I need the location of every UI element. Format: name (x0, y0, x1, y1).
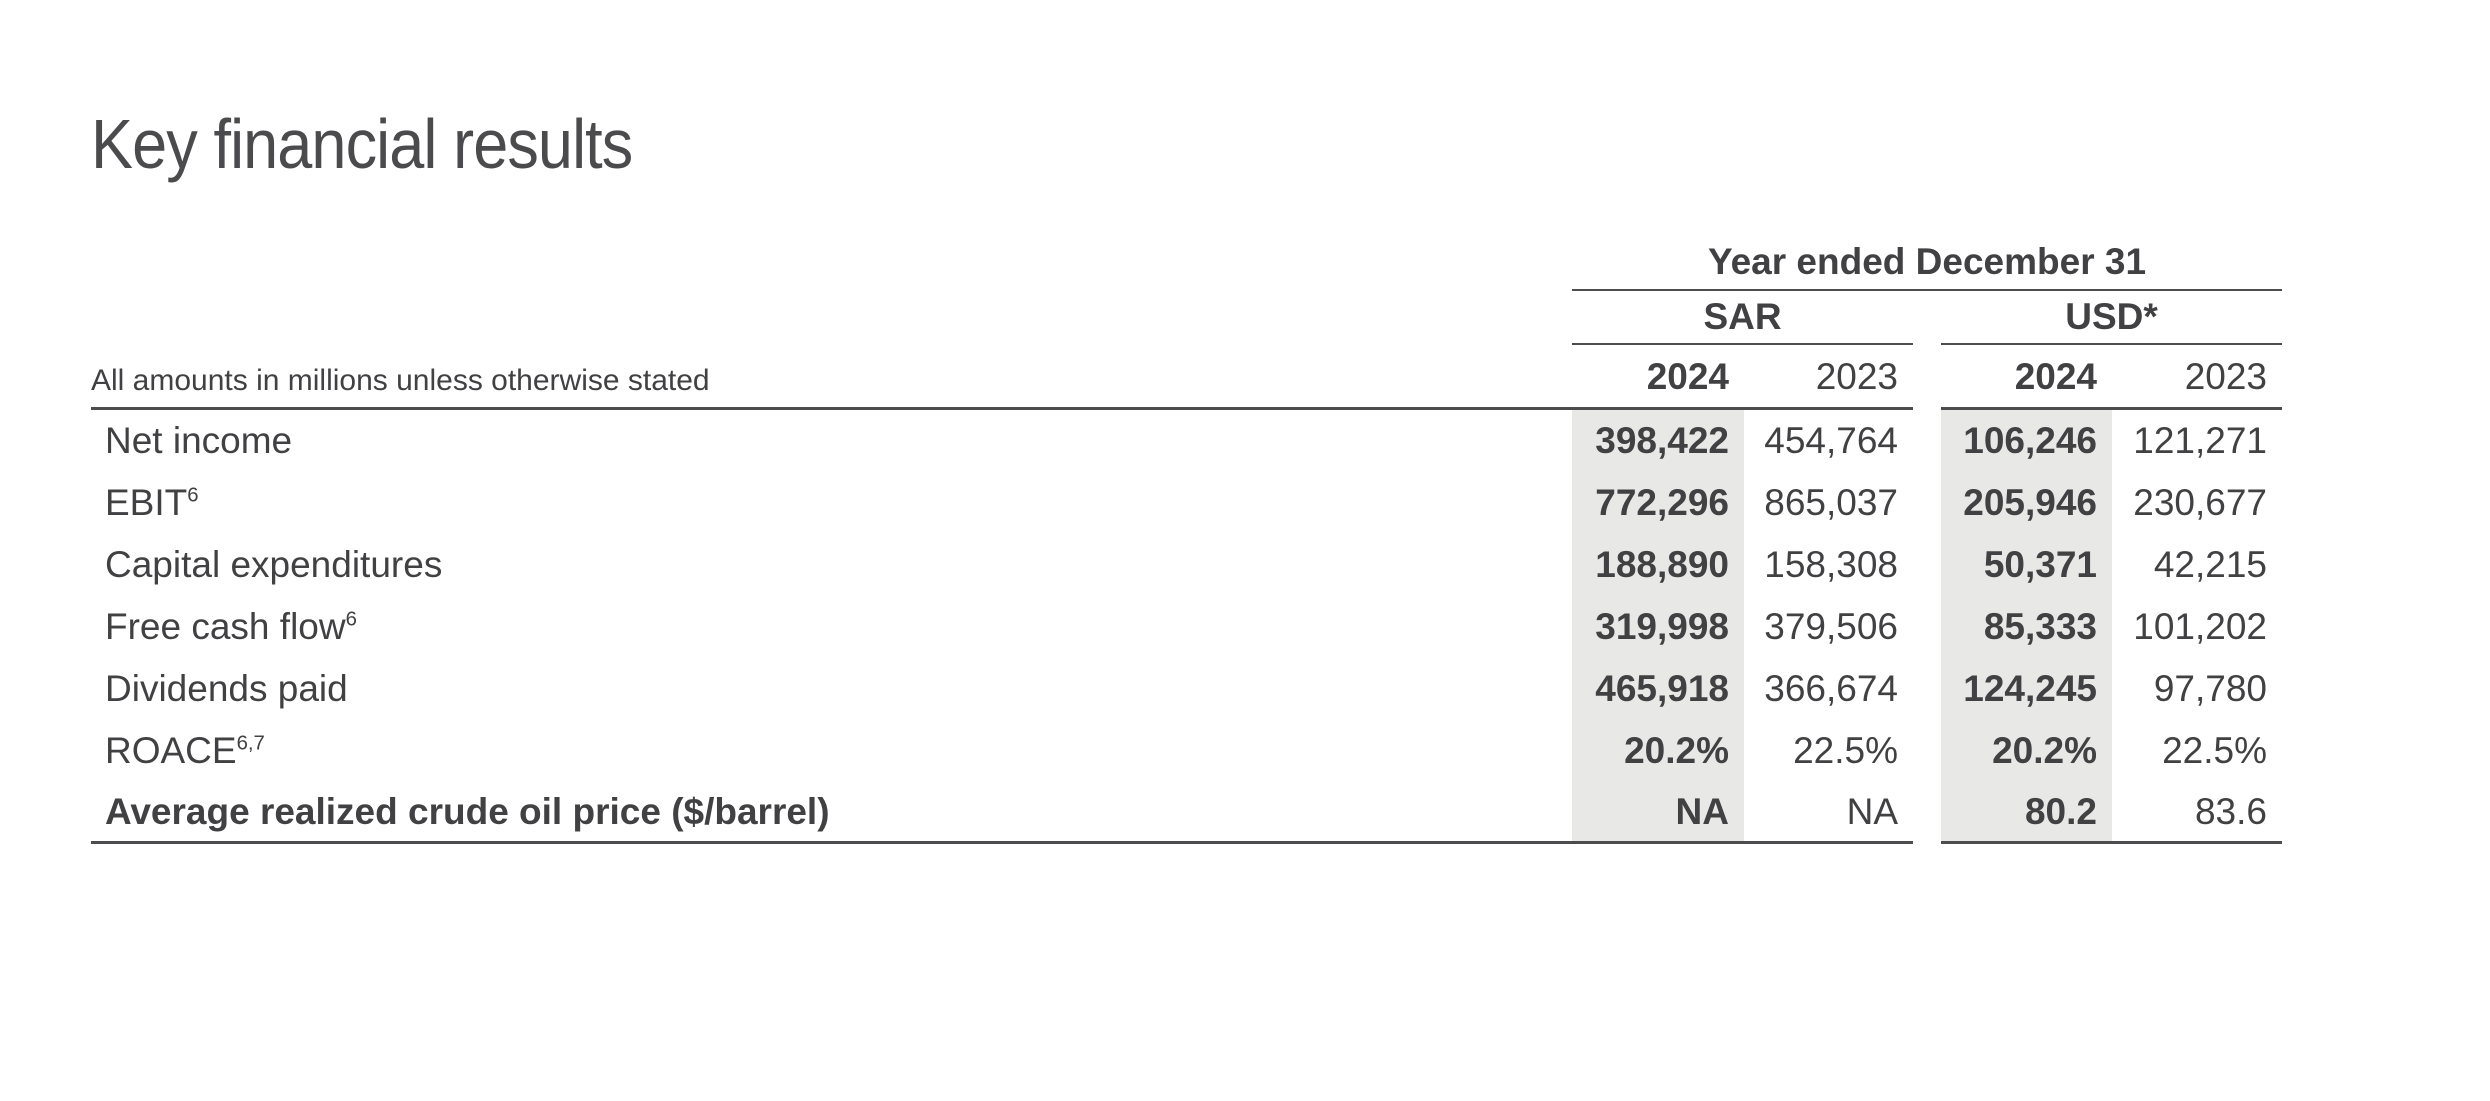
row-label: Average realized crude oil price ($/barrel) (105, 790, 830, 832)
col-header-usd-2024 (1941, 345, 2112, 410)
col-header-sar-2024 (1572, 345, 1744, 410)
footnote-ref: 6,7 (236, 732, 265, 755)
spacer (91, 234, 1572, 291)
spacer (1913, 658, 1941, 720)
usd-2024-label: 2024 (2014, 356, 2097, 397)
row-label: Dividends paid (105, 668, 348, 709)
value-usd-2024: 50,371 (1941, 534, 2112, 596)
value-sar-2023: 158,308 (1764, 544, 1898, 585)
spacer (1913, 291, 1941, 345)
usd-2023-label: 2023 (2184, 356, 2267, 397)
col-header-sar-2023 (1744, 345, 1913, 410)
key-financial-results-table (91, 234, 2282, 844)
row-label-cell (91, 472, 1572, 534)
row-label-cell (91, 596, 1572, 658)
row-label: ROACE$^{6,7}$ (105, 730, 265, 771)
sar-2023-label: 2023 (1815, 356, 1898, 397)
value-sar-2023: 865,037 (1764, 482, 1898, 523)
sar-label: SAR (1703, 296, 1782, 337)
row-label-cell (91, 720, 1572, 782)
currency-group-usd (1941, 291, 2282, 345)
value-sar-2024: 398,422 (1572, 410, 1744, 472)
row-label-cell (91, 534, 1572, 596)
value-usd-2023: 83.6 (2112, 782, 2282, 844)
value-sar-2024: 319,998 (1572, 596, 1744, 658)
footnote-ref: 6 (187, 484, 199, 507)
footnote-ref: 6 (345, 608, 357, 631)
year-ended-label: Year ended December 31 (1707, 240, 2147, 282)
row-label: EBIT$^6$ (105, 482, 199, 523)
value-usd-2023: 42,215 (2153, 544, 2267, 585)
value-usd-2023: 101,202 (2133, 606, 2267, 647)
page-title: Key financial results (91, 105, 633, 183)
spacer (91, 291, 1572, 345)
value-sar-2024: 465,918 (1572, 658, 1744, 720)
value-usd-2023: 121,271 (2133, 420, 2267, 461)
value-sar-2024: 188,890 (1572, 534, 1744, 596)
value-usd-2023: 22.5% (2162, 730, 2267, 771)
usd-label: USD* (2065, 296, 2158, 337)
value-sar-2023: 454,764 (1764, 420, 1898, 461)
value-usd-2024: 124,245 (1941, 658, 2112, 720)
spacer (1913, 345, 1941, 410)
row-label-cell (91, 410, 1572, 472)
sar-2024-label: 2024 (1646, 356, 1729, 397)
row-label-cell (91, 782, 1572, 844)
value-usd-2024: 106,246 (1941, 410, 2112, 472)
value-sar-2024: 772,296 (1572, 472, 1744, 534)
value-sar-2024: NA (1572, 782, 1744, 844)
amounts-note (91, 345, 1572, 410)
value-usd-2023: 230,677 (2133, 482, 2267, 523)
spacer (1913, 534, 1941, 596)
value-sar-2023: 22.5% (1793, 730, 1898, 771)
value-sar-2024: 20.2% (1572, 720, 1744, 782)
value-usd-2024: 85,333 (1941, 596, 2112, 658)
value-usd-2023: 97,780 (2153, 668, 2267, 709)
spacer (1913, 720, 1941, 782)
spacer (1913, 410, 1941, 472)
row-label: Free cash flow$^6$ (105, 606, 357, 647)
spacer (1913, 782, 1941, 844)
year-ended-header (1572, 234, 2282, 291)
value-usd-2024: 20.2% (1941, 720, 2112, 782)
spacer (1913, 596, 1941, 658)
value-usd-2024: 80.2 (1941, 782, 2112, 844)
value-sar-2023: NA (1744, 782, 1913, 844)
value-usd-2024: 205,946 (1941, 472, 2112, 534)
row-label: Capital expenditures (105, 544, 443, 585)
col-header-usd-2023 (2112, 345, 2282, 410)
currency-group-sar (1572, 291, 1913, 345)
row-label-cell (91, 658, 1572, 720)
row-label: Net income (105, 420, 293, 461)
value-sar-2023: 366,674 (1764, 668, 1898, 709)
value-sar-2023: 379,506 (1764, 606, 1898, 647)
amounts-note-text: All amounts in millions unless otherwise stated (91, 364, 710, 397)
spacer (1913, 472, 1941, 534)
